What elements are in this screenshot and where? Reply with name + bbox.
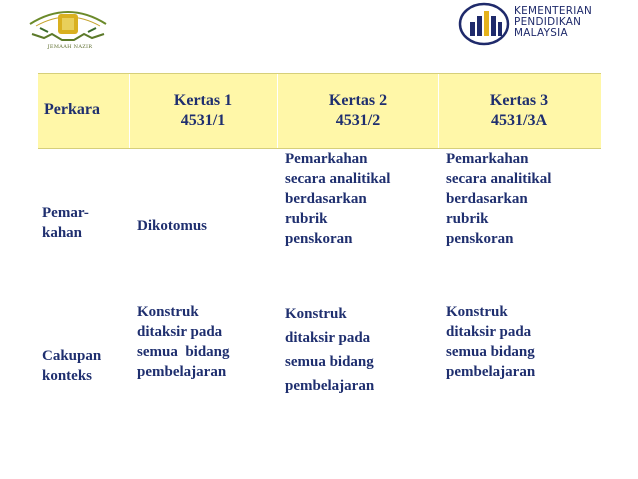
cell-line: Konstruk — [137, 304, 199, 320]
cell-line: berdasarkan — [285, 191, 367, 207]
cell-line: ditaksir pada — [285, 330, 371, 346]
ministry-name — [514, 6, 592, 39]
header-kertas-1 — [138, 91, 268, 131]
cell-line: pembelajaran — [137, 364, 227, 380]
cell-line: ditaksir pada — [446, 324, 532, 340]
cell-line: Konstruk — [446, 304, 508, 320]
header-perkara-label: Perkara — [44, 101, 100, 118]
cell-line: semua bidang — [446, 344, 535, 360]
cell-line: secara analitikal — [446, 171, 552, 187]
ministry-line-1: KEMENTERIAN — [514, 5, 593, 17]
table-header-row — [38, 73, 601, 149]
row-cakupan-kertas-2 — [285, 302, 374, 398]
row-pemarkahan-kertas-1 — [137, 216, 207, 236]
ministry-line-2: PENDIDIKAN — [514, 16, 582, 28]
header-kertas-2-title: Kertas 2 — [328, 92, 388, 109]
ministry-logo — [458, 2, 636, 46]
cell-line: semua bidang — [285, 354, 374, 370]
row-cakupan-label — [42, 346, 101, 386]
cell-line: rubrik — [285, 211, 328, 227]
header-kertas-2 — [293, 91, 423, 131]
cell-line: Dikotomus — [137, 218, 208, 234]
cell-line: penskoran — [446, 231, 514, 247]
ministry-emblem-icon — [458, 2, 512, 46]
inspectorate-emblem — [18, 4, 118, 52]
cell-line: penskoran — [285, 231, 353, 247]
row-label-line: kahan — [42, 225, 83, 241]
cell-line: semua bidang — [137, 344, 230, 360]
row-pemarkahan-kertas-3 — [446, 149, 551, 249]
emblem-caption: JEMAAH NAZIR — [47, 44, 93, 50]
cell-line: berdasarkan — [446, 191, 528, 207]
row-label-line: Pemar- — [42, 205, 89, 221]
header-perkara — [40, 100, 132, 120]
header-kertas-1-code: 4531/1 — [180, 112, 226, 129]
row-pemarkahan-kertas-2 — [285, 149, 390, 249]
header-kertas-3-code: 4531/3A — [491, 112, 547, 129]
cell-line: rubrik — [446, 211, 489, 227]
ministry-line-3: MALAYSIA — [514, 27, 568, 39]
cell-line: Konstruk — [285, 306, 347, 322]
header-kertas-3 — [454, 91, 584, 131]
header-kertas-3-title: Kertas 3 — [489, 92, 549, 109]
row-cakupan-kertas-3 — [446, 302, 535, 382]
cell-line: pembelajaran — [446, 364, 536, 380]
header-kertas-2-code: 4531/2 — [335, 112, 381, 129]
header-divider — [277, 74, 278, 148]
row-label-line: Cakupan — [42, 348, 102, 364]
row-pemarkahan-label — [42, 203, 89, 243]
cell-line: Pemarkahan — [446, 151, 529, 167]
cell-line: Pemarkahan — [285, 151, 368, 167]
cell-line: pembelajaran — [285, 378, 375, 394]
header-divider — [438, 74, 439, 148]
cell-line: secara analitikal — [285, 171, 391, 187]
header-kertas-1-title: Kertas 1 — [173, 92, 233, 109]
cell-line: ditaksir pada — [137, 324, 223, 340]
row-label-line: konteks — [42, 368, 93, 384]
row-cakupan-kertas-1 — [137, 302, 230, 382]
